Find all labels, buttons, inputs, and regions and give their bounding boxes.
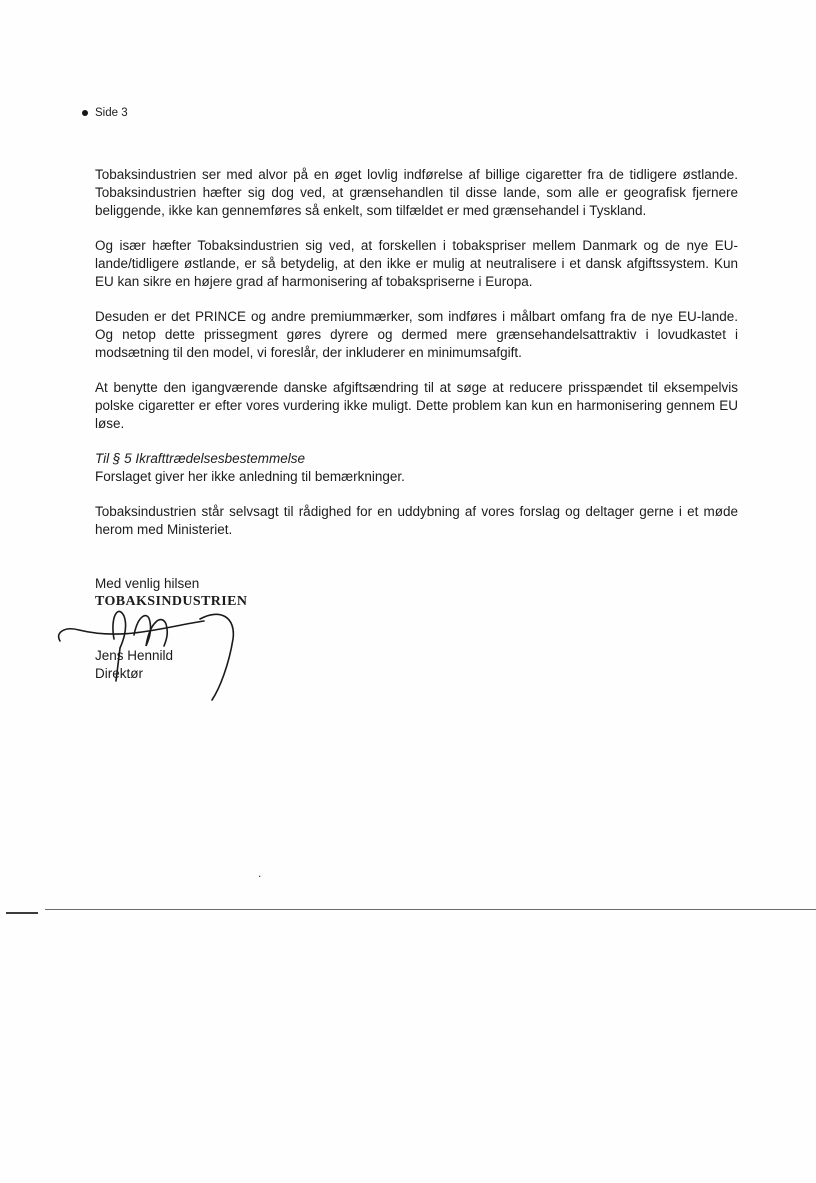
paragraph-3: Desuden er det PRINCE og andre premiummærker, som indføres i målbart omfang fra de nye EU-lande. Og netop dette prissegment gøres dyrere og dermed mere grænsehandelsattraktiv i lovudkastet i modsætning til den model, vi foreslår, der inkluderer en minimumsafgift.	[95, 309, 738, 360]
scan-artifact-dash	[6, 912, 38, 914]
signoff-greeting: Med venlig hilsen	[95, 576, 200, 591]
page-label	[82, 107, 128, 119]
bullet-icon	[82, 110, 88, 116]
closing-paragraph: Tobaksindustrien står selvsagt til rådighed for en uddybning af vores forslag og deltager gerne i et møde herom med Ministeriet.	[95, 504, 738, 537]
signer-title: Direktør	[95, 666, 143, 681]
scan-artifact-line	[45, 909, 816, 910]
page-label-text: Side 3	[95, 107, 128, 119]
letter-body	[95, 166, 738, 683]
paragraph-4: At benytte den igangværende danske afgiftsændring til at søge at reducere prisspændet til eksempelvis polske cigaretter er efter vores vurdering ikke muligt. Dette problem kan kun en harmonisering gennem EU løse.	[95, 380, 738, 431]
signer-name: Jens Hennild	[95, 648, 174, 663]
company-name: TOBAKSINDUSTRIEN	[95, 594, 248, 609]
section-heading: Til § 5 Ikrafttrædelsesbestemmelse	[95, 451, 305, 466]
signoff-block	[95, 575, 738, 683]
stray-mark: .	[258, 866, 262, 880]
paragraph-2: Og især hæfter Tobaksindustrien sig ved, at forskellen i tobakspriser mellem Danmark og de nye EU-lande/tidligere østlande, er så betydelig, at den ikke er mulig at neutralisere i et dansk afgiftssystem. Kun EU kan sikre en højere grad af harmonisering af tobakspriserne i Europa.	[95, 238, 738, 289]
section-body: Forslaget giver her ikke anledning til bemærkninger.	[95, 469, 405, 484]
paragraph-1: Tobaksindustrien ser med alvor på en øget lovlig indførelse af billige cigaretter fra de tidligere østlande. Tobaksindustrien hæfter sig dog ved, at grænsehandlen til disse lande, som alle er geografisk fjernere beliggende, ikke kan gennemføres så enkelt, som tilfældet er med grænsehandel i Tyskland.	[95, 167, 738, 218]
